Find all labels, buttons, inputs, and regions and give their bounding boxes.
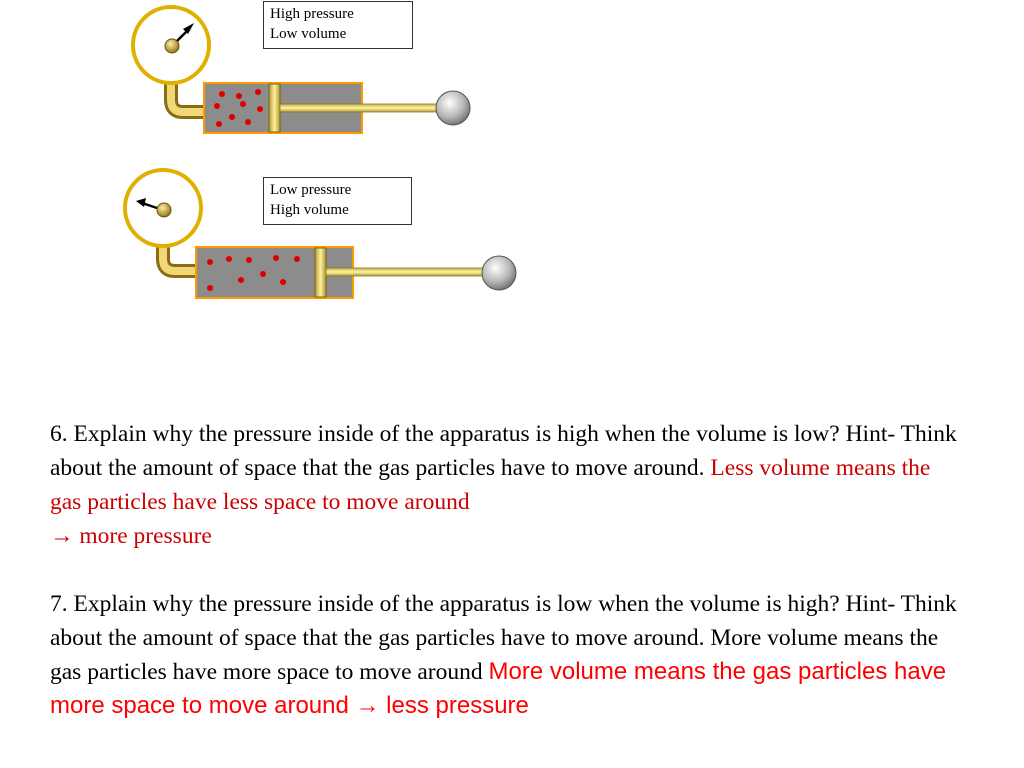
gas-particle bbox=[245, 119, 251, 125]
gas-apparatus-diagram bbox=[0, 0, 1024, 320]
gas-particle bbox=[229, 114, 235, 120]
gas-particle bbox=[219, 91, 225, 97]
question-6-prompt: 6. Explain why the pressure inside of the apparatus is high when the volume is low? Hint- Think about the amount of space that the gas particles have to move around. bbox=[50, 421, 957, 481]
bottom-piston-rod bbox=[326, 268, 486, 276]
gas-particle bbox=[260, 271, 266, 277]
gas-particle bbox=[238, 277, 244, 283]
top-piston bbox=[269, 84, 280, 132]
question-7 bbox=[50, 587, 960, 723]
gas-particle bbox=[240, 101, 246, 107]
gas-particle bbox=[294, 256, 300, 262]
gas-particle bbox=[236, 93, 242, 99]
bottom-apparatus-label bbox=[263, 177, 412, 225]
top-piston-rod bbox=[280, 104, 440, 112]
gas-particle bbox=[257, 106, 263, 112]
gas-particle bbox=[273, 255, 279, 261]
bottom-gauge-pivot bbox=[157, 203, 171, 217]
bottom-label-line1: Low pressure bbox=[270, 182, 352, 198]
gas-particle bbox=[246, 257, 252, 263]
bottom-label-line2: High volume bbox=[270, 202, 349, 218]
gas-particle bbox=[226, 256, 232, 262]
question-6-answer-tail: more pressure bbox=[73, 523, 212, 549]
question-7-arrow: → bbox=[355, 692, 380, 719]
question-7-answer: More volume means the gas particles have more space to move around bbox=[50, 658, 947, 719]
gas-particle bbox=[280, 279, 286, 285]
gas-particle bbox=[207, 285, 213, 291]
question-7-answer-tail: less pressure bbox=[379, 692, 529, 719]
top-label-line1: High pressure bbox=[270, 6, 354, 22]
gas-particle bbox=[216, 121, 222, 127]
top-piston-knob bbox=[436, 91, 470, 125]
gas-particle bbox=[214, 103, 220, 109]
bottom-piston-knob bbox=[482, 256, 516, 290]
top-gauge-pivot bbox=[165, 39, 179, 53]
bottom-piston bbox=[315, 248, 326, 297]
gas-particle bbox=[207, 259, 213, 265]
top-label-line2: Low volume bbox=[270, 26, 347, 42]
question-6 bbox=[50, 417, 960, 553]
question-7-prompt: 7. Explain why the pressure inside of the apparatus is low when the volume is high? Hint- Think about the amount of space that the gas particles have to move around. More volume means the gas particles have more space to move around bbox=[50, 591, 957, 685]
top-apparatus-label bbox=[263, 1, 413, 49]
question-6-arrow: → bbox=[50, 523, 74, 549]
gas-particle bbox=[255, 89, 261, 95]
question-6-answer: Less volume means the gas particles have less space to move around bbox=[50, 455, 931, 515]
